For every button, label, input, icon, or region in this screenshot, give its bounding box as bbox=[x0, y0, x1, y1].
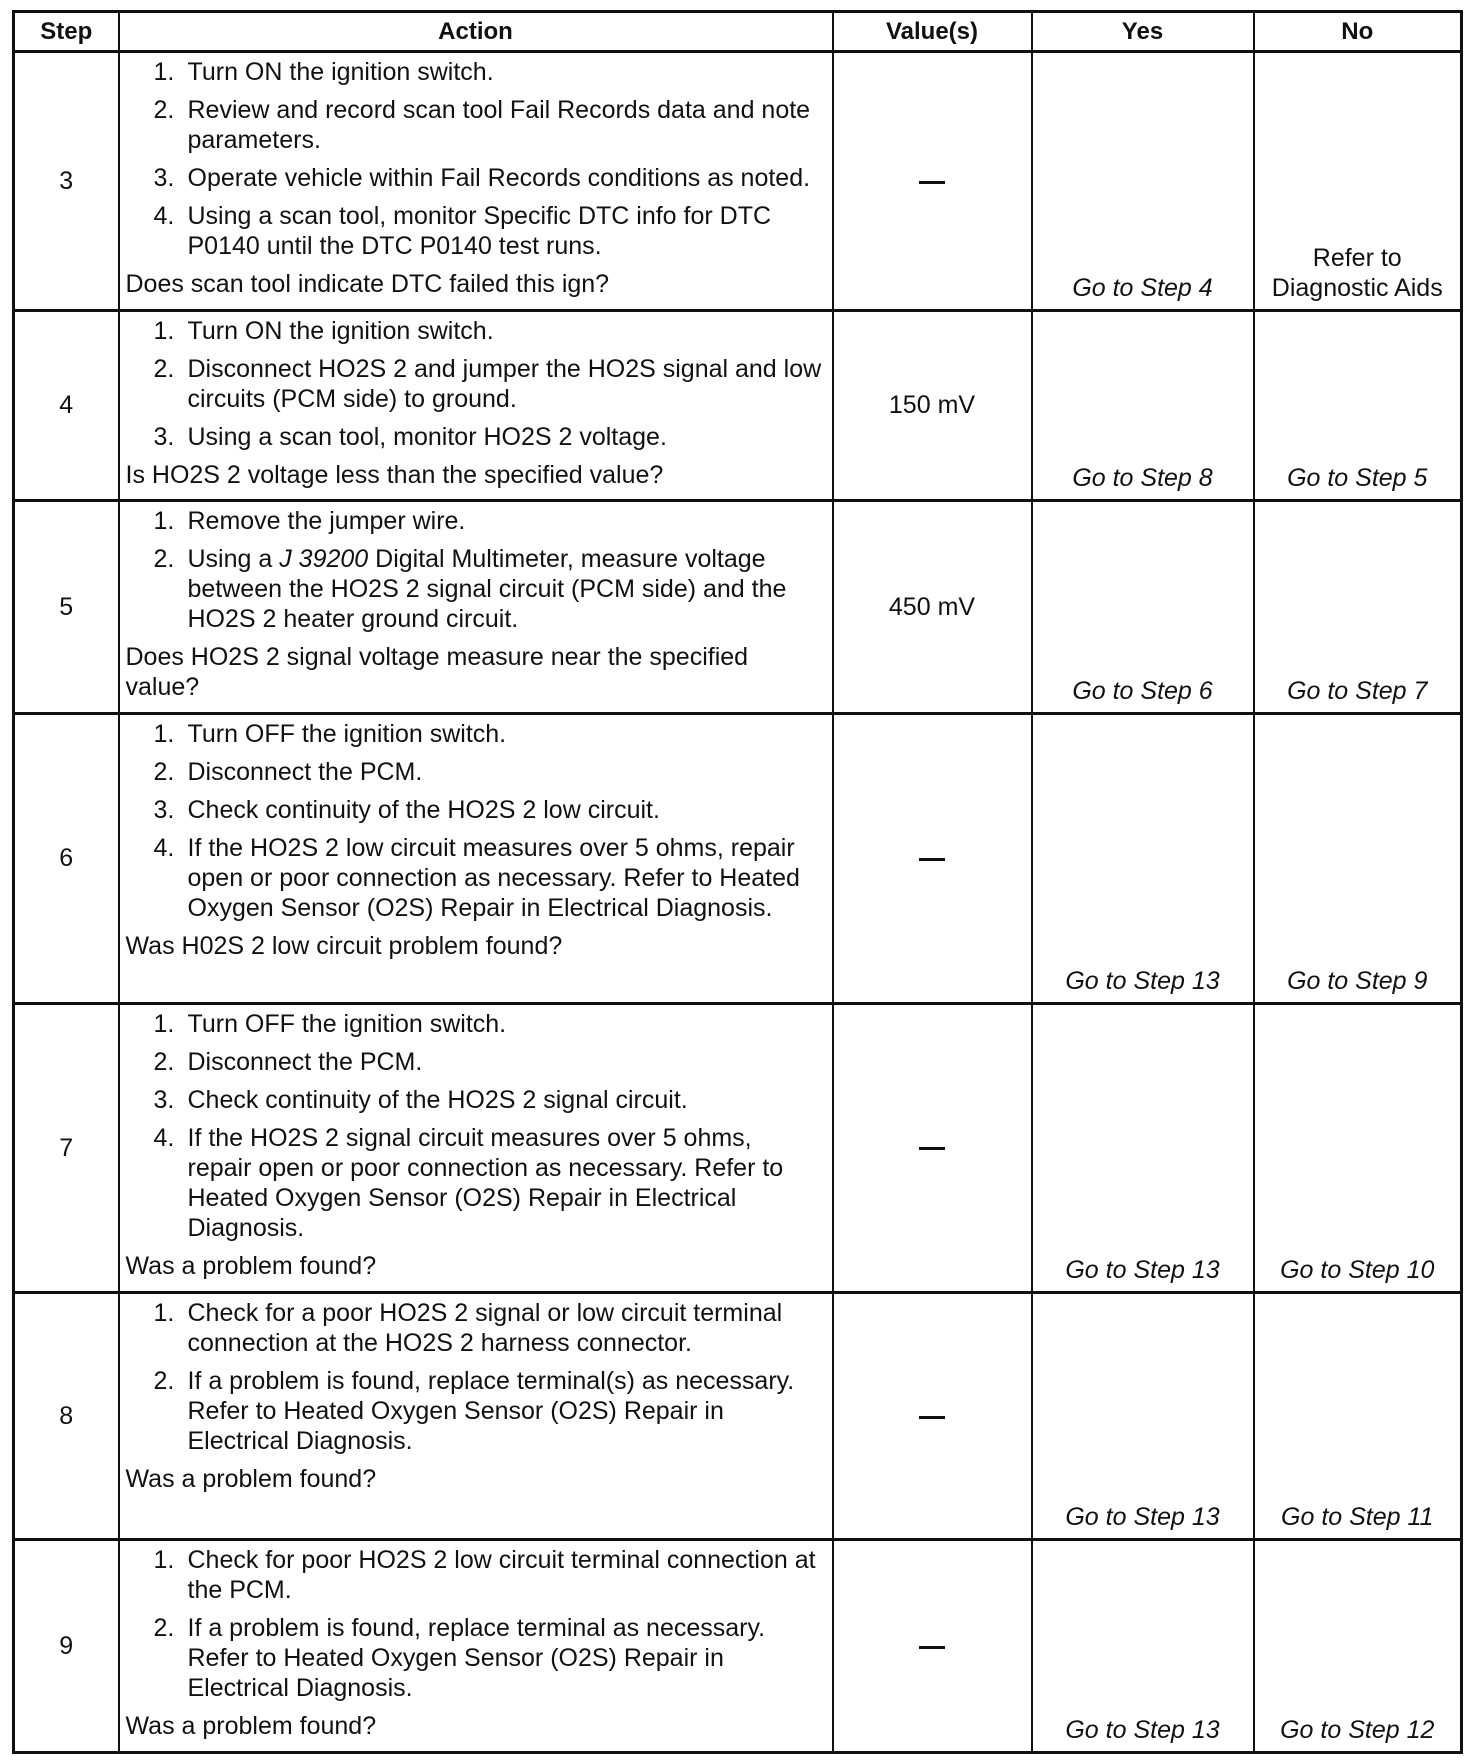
substep-list bbox=[126, 1009, 822, 1243]
substep: 4. If the HO2S 2 signal circuit measures over 5 ohms, repair open or poor connection as necessary. Refer to Heated Oxygen Sensor (O2S) Repair in Electrical Diagnosis. bbox=[153, 1123, 784, 1242]
diagnostic-table bbox=[12, 10, 1463, 1754]
step-number: 7 bbox=[14, 1003, 119, 1293]
no-cell: Go to Step 5 bbox=[1254, 311, 1462, 501]
step-number: 4 bbox=[14, 311, 119, 501]
yes-cell: Go to Step 13 bbox=[1032, 1540, 1254, 1753]
tool-reference: J 39200 bbox=[279, 545, 369, 574]
no-cell: Go to Step 7 bbox=[1254, 501, 1462, 713]
table-row-step-3 bbox=[14, 52, 1462, 311]
action-cell bbox=[119, 713, 833, 1003]
step-number: 3 bbox=[14, 52, 119, 311]
substep-list bbox=[126, 506, 822, 634]
action-cell bbox=[119, 52, 833, 311]
substep: 1. Turn ON the ignition switch. bbox=[153, 317, 494, 346]
step-question: Was a problem found? bbox=[125, 1251, 377, 1280]
substep: 2. Disconnect HO2S 2 and jumper the HO2S signal and low circuits (PCM side) to ground. bbox=[153, 355, 822, 414]
table-row-step-4 bbox=[14, 311, 1462, 501]
substep: 1. Turn ON the ignition switch. bbox=[153, 58, 494, 86]
action-cell bbox=[119, 1540, 833, 1753]
substep: 2. Disconnect the PCM. bbox=[153, 757, 423, 786]
substep-list bbox=[126, 719, 822, 923]
table-row-step-6 bbox=[14, 713, 1462, 1003]
substep: 4. If the HO2S 2 low circuit measures over 5 ohms, repair open or poor connection as necessary. Refer to Heated Oxygen Sensor (O2S) Repair in Electrical Diagnosis. bbox=[153, 833, 800, 922]
value-cell bbox=[833, 1293, 1032, 1540]
substep: 4. Using a scan tool, monitor Specific DTC info for DTC P0140 until the DTC P0140 test runs. bbox=[153, 202, 772, 260]
step-question: Is HO2S 2 voltage less than the specified value? bbox=[125, 461, 664, 490]
header-step: Step bbox=[14, 12, 119, 52]
table-row-step-5 bbox=[14, 501, 1462, 713]
substep: 2. Using a J 39200 Digital Multimeter, measure voltage between the HO2S 2 signal circuit (PCM side) and the HO2S 2 heater ground circuit. bbox=[153, 545, 787, 634]
diagnostic-page bbox=[12, 10, 1460, 1754]
action-cell bbox=[119, 311, 833, 501]
value-cell bbox=[833, 713, 1032, 1003]
substep-list bbox=[126, 57, 822, 261]
header-yes: Yes bbox=[1032, 12, 1254, 52]
substep: 2. Disconnect the PCM. bbox=[153, 1047, 423, 1076]
yes-cell: Go to Step 6 bbox=[1032, 501, 1254, 713]
substep: 2. If a problem is found, replace terminal(s) as necessary. Refer to Heated Oxygen Sensor (O2S) Repair in Electrical Diagnosis. bbox=[153, 1367, 795, 1456]
table-row-step-8 bbox=[14, 1293, 1462, 1540]
substep: 3. Using a scan tool, monitor HO2S 2 voltage. bbox=[153, 423, 667, 452]
substep: 1. Turn OFF the ignition switch. bbox=[153, 719, 507, 748]
value-cell bbox=[833, 52, 1032, 311]
yes-cell: Go to Step 13 bbox=[1032, 1003, 1254, 1293]
substep-list bbox=[126, 316, 822, 452]
substep: 3. Check continuity of the HO2S 2 signal circuit. bbox=[153, 1085, 688, 1114]
value-cell bbox=[833, 1540, 1032, 1753]
table-row-step-9 bbox=[14, 1540, 1462, 1753]
header-action: Action bbox=[119, 12, 833, 52]
substep: 2. If a problem is found, replace terminal as necessary. Refer to Heated Oxygen Sensor (O2S) Repair in Electrical Diagnosis. bbox=[153, 1614, 766, 1703]
table-row-step-7 bbox=[14, 1003, 1462, 1293]
no-cell: Go to Step 10 bbox=[1254, 1003, 1462, 1293]
value-dash bbox=[919, 181, 945, 184]
step-number: 8 bbox=[14, 1293, 119, 1540]
yes-cell: Go to Step 13 bbox=[1032, 1293, 1254, 1540]
substep-list bbox=[126, 1298, 822, 1456]
no-cell: Go to Step 11 bbox=[1254, 1293, 1462, 1540]
header-no: No bbox=[1254, 12, 1462, 52]
yes-cell: Go to Step 8 bbox=[1032, 311, 1254, 501]
yes-cell: Go to Step 4 bbox=[1032, 52, 1254, 311]
yes-cell: Go to Step 13 bbox=[1032, 713, 1254, 1003]
step-question: Was H02S 2 low circuit problem found? bbox=[125, 931, 563, 960]
action-cell bbox=[119, 501, 833, 713]
step-number: 9 bbox=[14, 1540, 119, 1753]
header-value: Value(s) bbox=[833, 12, 1032, 52]
value-dash bbox=[919, 1646, 945, 1649]
no-cell: Refer to Diagnostic Aids bbox=[1254, 52, 1462, 311]
no-cell: Go to Step 12 bbox=[1254, 1540, 1462, 1753]
value-dash bbox=[919, 1147, 945, 1150]
value-dash bbox=[919, 858, 945, 861]
substep: 1. Remove the jumper wire. bbox=[153, 507, 466, 536]
step-number: 6 bbox=[14, 713, 119, 1003]
substep: 3. Operate vehicle within Fail Records conditions as noted. bbox=[153, 164, 811, 192]
substep: 3. Check continuity of the HO2S 2 low circuit. bbox=[153, 795, 660, 824]
value-cell: 450 mV bbox=[833, 501, 1032, 713]
header-row bbox=[14, 12, 1462, 52]
substep-list bbox=[126, 1545, 822, 1703]
value-cell: 150 mV bbox=[833, 311, 1032, 501]
value-cell bbox=[833, 1003, 1032, 1293]
step-question: Does HO2S 2 signal voltage measure near the specified value? bbox=[125, 643, 749, 702]
substep: 2. Review and record scan tool Fail Records data and note parameters. bbox=[153, 96, 811, 154]
action-cell bbox=[119, 1003, 833, 1293]
step-question: Was a problem found? bbox=[125, 1712, 377, 1741]
substep: 1. Turn OFF the ignition switch. bbox=[153, 1009, 507, 1038]
step-question: Was a problem found? bbox=[125, 1465, 377, 1494]
substep: 1. Check for a poor HO2S 2 signal or low circuit terminal connection at the HO2S 2 harness connector. bbox=[153, 1299, 783, 1358]
step-number: 5 bbox=[14, 501, 119, 713]
step-question: Does scan tool indicate DTC failed this ign? bbox=[125, 270, 610, 298]
action-cell bbox=[119, 1293, 833, 1540]
no-cell: Go to Step 9 bbox=[1254, 713, 1462, 1003]
substep: 1. Check for poor HO2S 2 low circuit terminal connection at the PCM. bbox=[153, 1546, 816, 1605]
value-dash bbox=[919, 1416, 945, 1419]
